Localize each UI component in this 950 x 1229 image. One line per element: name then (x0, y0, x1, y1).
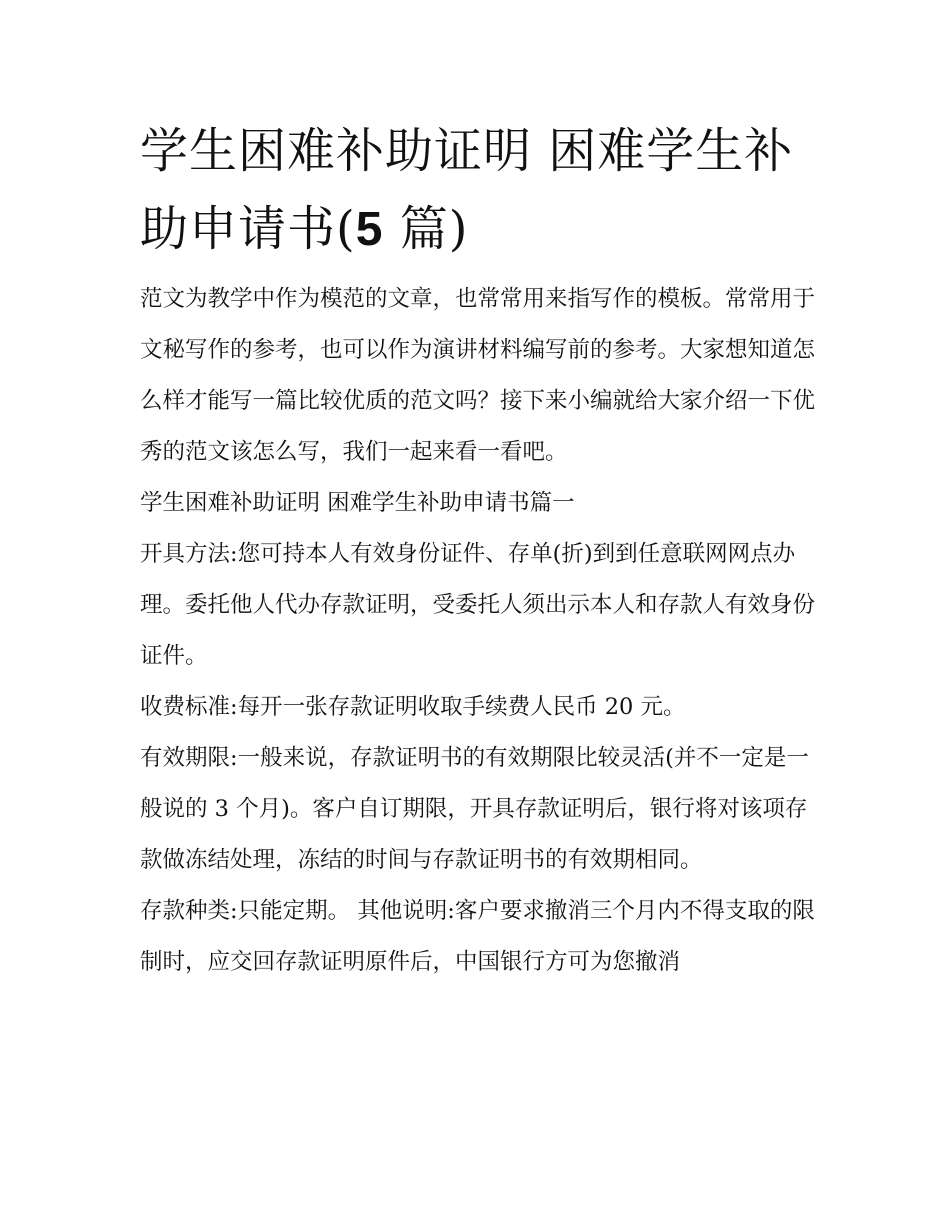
deposit-type-paragraph: 存款种类:只能定期。 其他说明:客户要求撤消三个月内不得支取的限制时，应交回存款证明原件后，中国银行方可为您撤消 (140, 898, 815, 975)
title-text-2: 篇) (383, 201, 469, 257)
document-title (140, 112, 820, 269)
validity-paragraph: 有效期限:一般来说，存款证明书的有效期限比较灵活(并不一定是一般说的 3 个月)。客户自订期限，开具存款证明后，银行将对该项存款做冻结处理，冻结的时间与存款证明书的有效期相同。 (140, 745, 809, 873)
title-count: 5 (355, 203, 384, 256)
fee-paragraph: 收费标准:每开一张存款证明收取手续费人民币 20 元。 (140, 694, 686, 720)
intro-paragraph: 范文为教学中作为模范的文章，也常常用来指写作的模板。常常用于文秘写作的参考，也可以作为演讲材料编写前的参考。大家想知道怎么样才能写一篇比较优质的范文吗？接下来小编就给大家介绍一下优秀的范文该怎么写，我们一起来看一看吧。 (140, 286, 816, 465)
document-body (140, 274, 820, 988)
title-text-1: 学生困难补助证明 困难学生补助申请书( (140, 123, 794, 257)
section-heading: 学生困难补助证明 困难学生补助申请书篇一 (140, 490, 575, 516)
issue-method-paragraph: 开具方法:您可持本人有效身份证件、存单(折)到到任意联网网点办理。委托他人代办存款证明，受委托人须出示本人和存款人有效身份证件。 (140, 541, 816, 669)
